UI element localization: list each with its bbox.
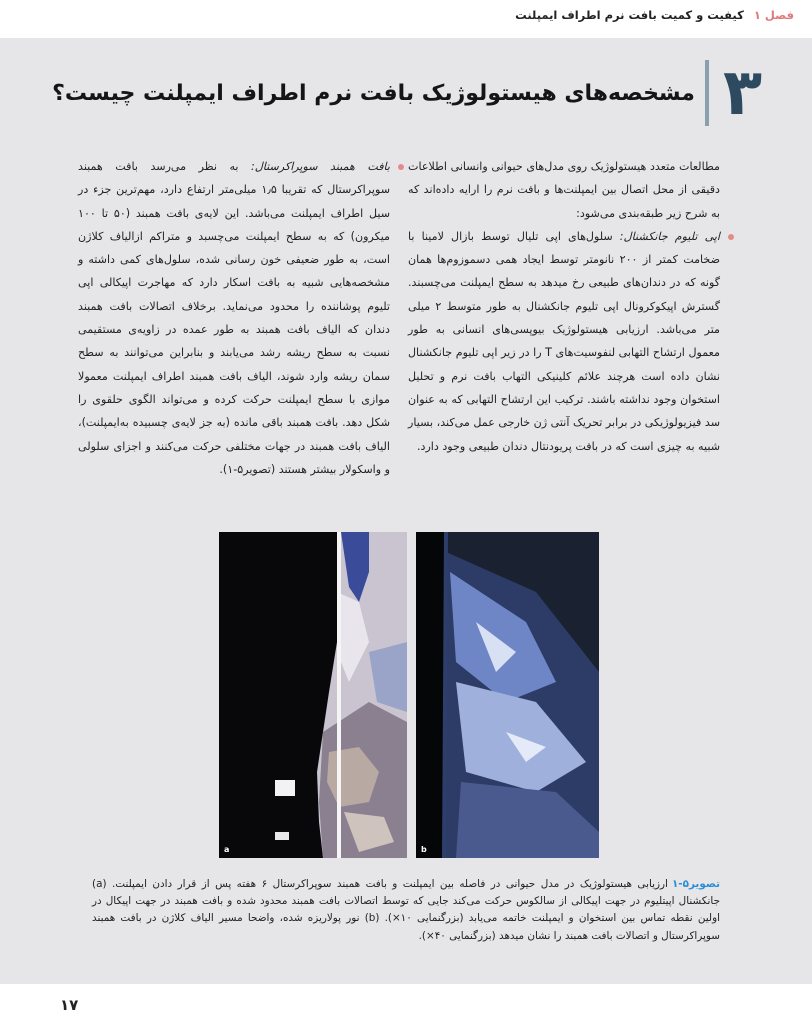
section-number: ۳ (722, 56, 762, 130)
bullet-dot (398, 164, 404, 170)
running-head-text (515, 8, 794, 22)
bullet-body: سلول‌های اپی تلیال توسط بازال لامینا با ضخامت کمتر از ۲۰۰ نانومتر توسط ایجاد همی دسموزوم‌ها همان گونه که در دندان‌های طبیعی رخ میدهد به سطح ایمپلنت می‌چسبند. گسترش اپیکوکرونال اپی تلیوم جانکشنال به طور متوسط ۲ میلی متر می‌باشد. ارزیابی هیستولوژیک بیوپسی‌های انسانی به طور معمول ارتشاح التهابی لنفوسیت‌های T را در زیر اپی تلیوم جانکشنال نشان داده است هرچند علائم کلینیکی التهاب بافت نرم و تحلیل استخوان وجود نداشته باشند. ترکیب این ارتشاح التهابی که به عنوان سد فیزیولوژیکی در برابر تحریک آنتی ژن خارجی عمل می‌کند، بسیار شبیه به چیزی است که در بافت پریودنتال دندان طبیعی وجود دارد. (408, 229, 720, 453)
page-number: ۱۷ (60, 996, 79, 1014)
running-header (0, 0, 812, 38)
caption-text: ارزیابی هیستولوژیک در مدل حیوانی در فاصله بین ایمپلنت و بافت همبند سوپراکرستال ۶ هفته پس از قرار دادن ایمپلنت. (a) جانکشنال اپیتلیوم در جهت اپیکالی از سالکوس حرکت می‌کند جایی که توسط اتصالات بافت همبند محدود شده و بافت همبند در جهت اپیکال در اولین نقطه تماس بین استخوان و ایمپلنت خاتمه می‌یابد (بزرگنمایی ۱۰×). (b) نور پولاریزه شده، واضحا مسیر الیاف کلاژن در بافت همبند سوپراکرستال و اتصالات بافت همبند را نشان میدهد (بزرگنمایی ۴۰×). (92, 878, 720, 942)
panel-a-label: a (224, 845, 230, 854)
right-text-column (408, 155, 720, 458)
histology-image-b (416, 532, 599, 858)
bullet-term: اپی تلیوم جانکشنال: (619, 229, 721, 243)
panel-b-label: b (421, 845, 427, 854)
heading-divider (705, 60, 709, 126)
page-footer (0, 984, 812, 1024)
section-heading (52, 58, 762, 128)
figure-panel-b (416, 532, 599, 858)
bullet-dot (728, 234, 734, 240)
chapter-label: فصل ۱ (753, 8, 794, 22)
bullet-junctional-epithelium (408, 225, 720, 458)
left-text-column (78, 155, 390, 481)
bullet-body: به نظر می‌رسد بافت همبند سوپراکرستال که تقریبا ۱٫۵ میلی‌متر ارتفاع دارد، مهم‌ترین جزء در سیل اطراف ایمپلنت می‌باشد. این لایه‌ی بافت همبند (۵۰ تا ۱۰۰ میکرون) که به سطح ایمپلنت می‌چسبد و متراکم ازالیاف کلاژن است، به طور ضعیفی خون رسانی شده، سلول‌های کمی داشته و مشخصه‌هایی شبیه به بافت اسکار دارد که مهاجرت اپیکالی اپی تلیوم پوشاننده را محدود می‌نماید. برخلاف اتصالات بافت همبند دندان که الیاف بافت همبند به طور عمده در زاویه‌ی مستقیمی نسبت به سطح ریشه رشد می‌یابند و بنابراین می‌توانند به سطح سمان ریشه وارد شوند، الیاف بافت همبند اطراف ایمپلنت معمولا موازی با سطح ایمپلنت حرکت کرده و می‌تواند الگوی حلقوی را شکل دهد. بافت همبند باقی مانده (به جز لایه‌ی چسبیده به‌ایمپلنت)، الیاف بافت همبند در جهات مختلفی حرکت می‌کنند و اجزای سلولی و واسکولار بیشتر هستند (تصویر۵-۱). (78, 160, 390, 476)
figure-caption (92, 876, 720, 945)
figure-panel-a (219, 532, 407, 858)
caption-label: تصویر۵-۱ (671, 878, 720, 890)
book-title: کیفیت و کمیت بافت نرم اطراف ایمپلنت (515, 8, 744, 22)
intro-paragraph: مطالعات متعدد هیستولوژیک روی مدل‌های حیوانی وانسانی اطلاعات دقیقی از محل اتصال بین ایمپلنت‌ها و بافت نرم را ارایه داده‌اند که به شرح زیر طبقه‌بندی می‌شود: (408, 160, 720, 220)
histology-image-a (219, 532, 407, 858)
section-title: مشخصه‌های هیستولوژیک بافت نرم اطراف ایمپلنت چیست؟ (52, 80, 695, 106)
bullet-term: بافت همبند سوپراکرستال: (251, 160, 390, 173)
bullet-supracrestal-connective-tissue (78, 155, 390, 481)
